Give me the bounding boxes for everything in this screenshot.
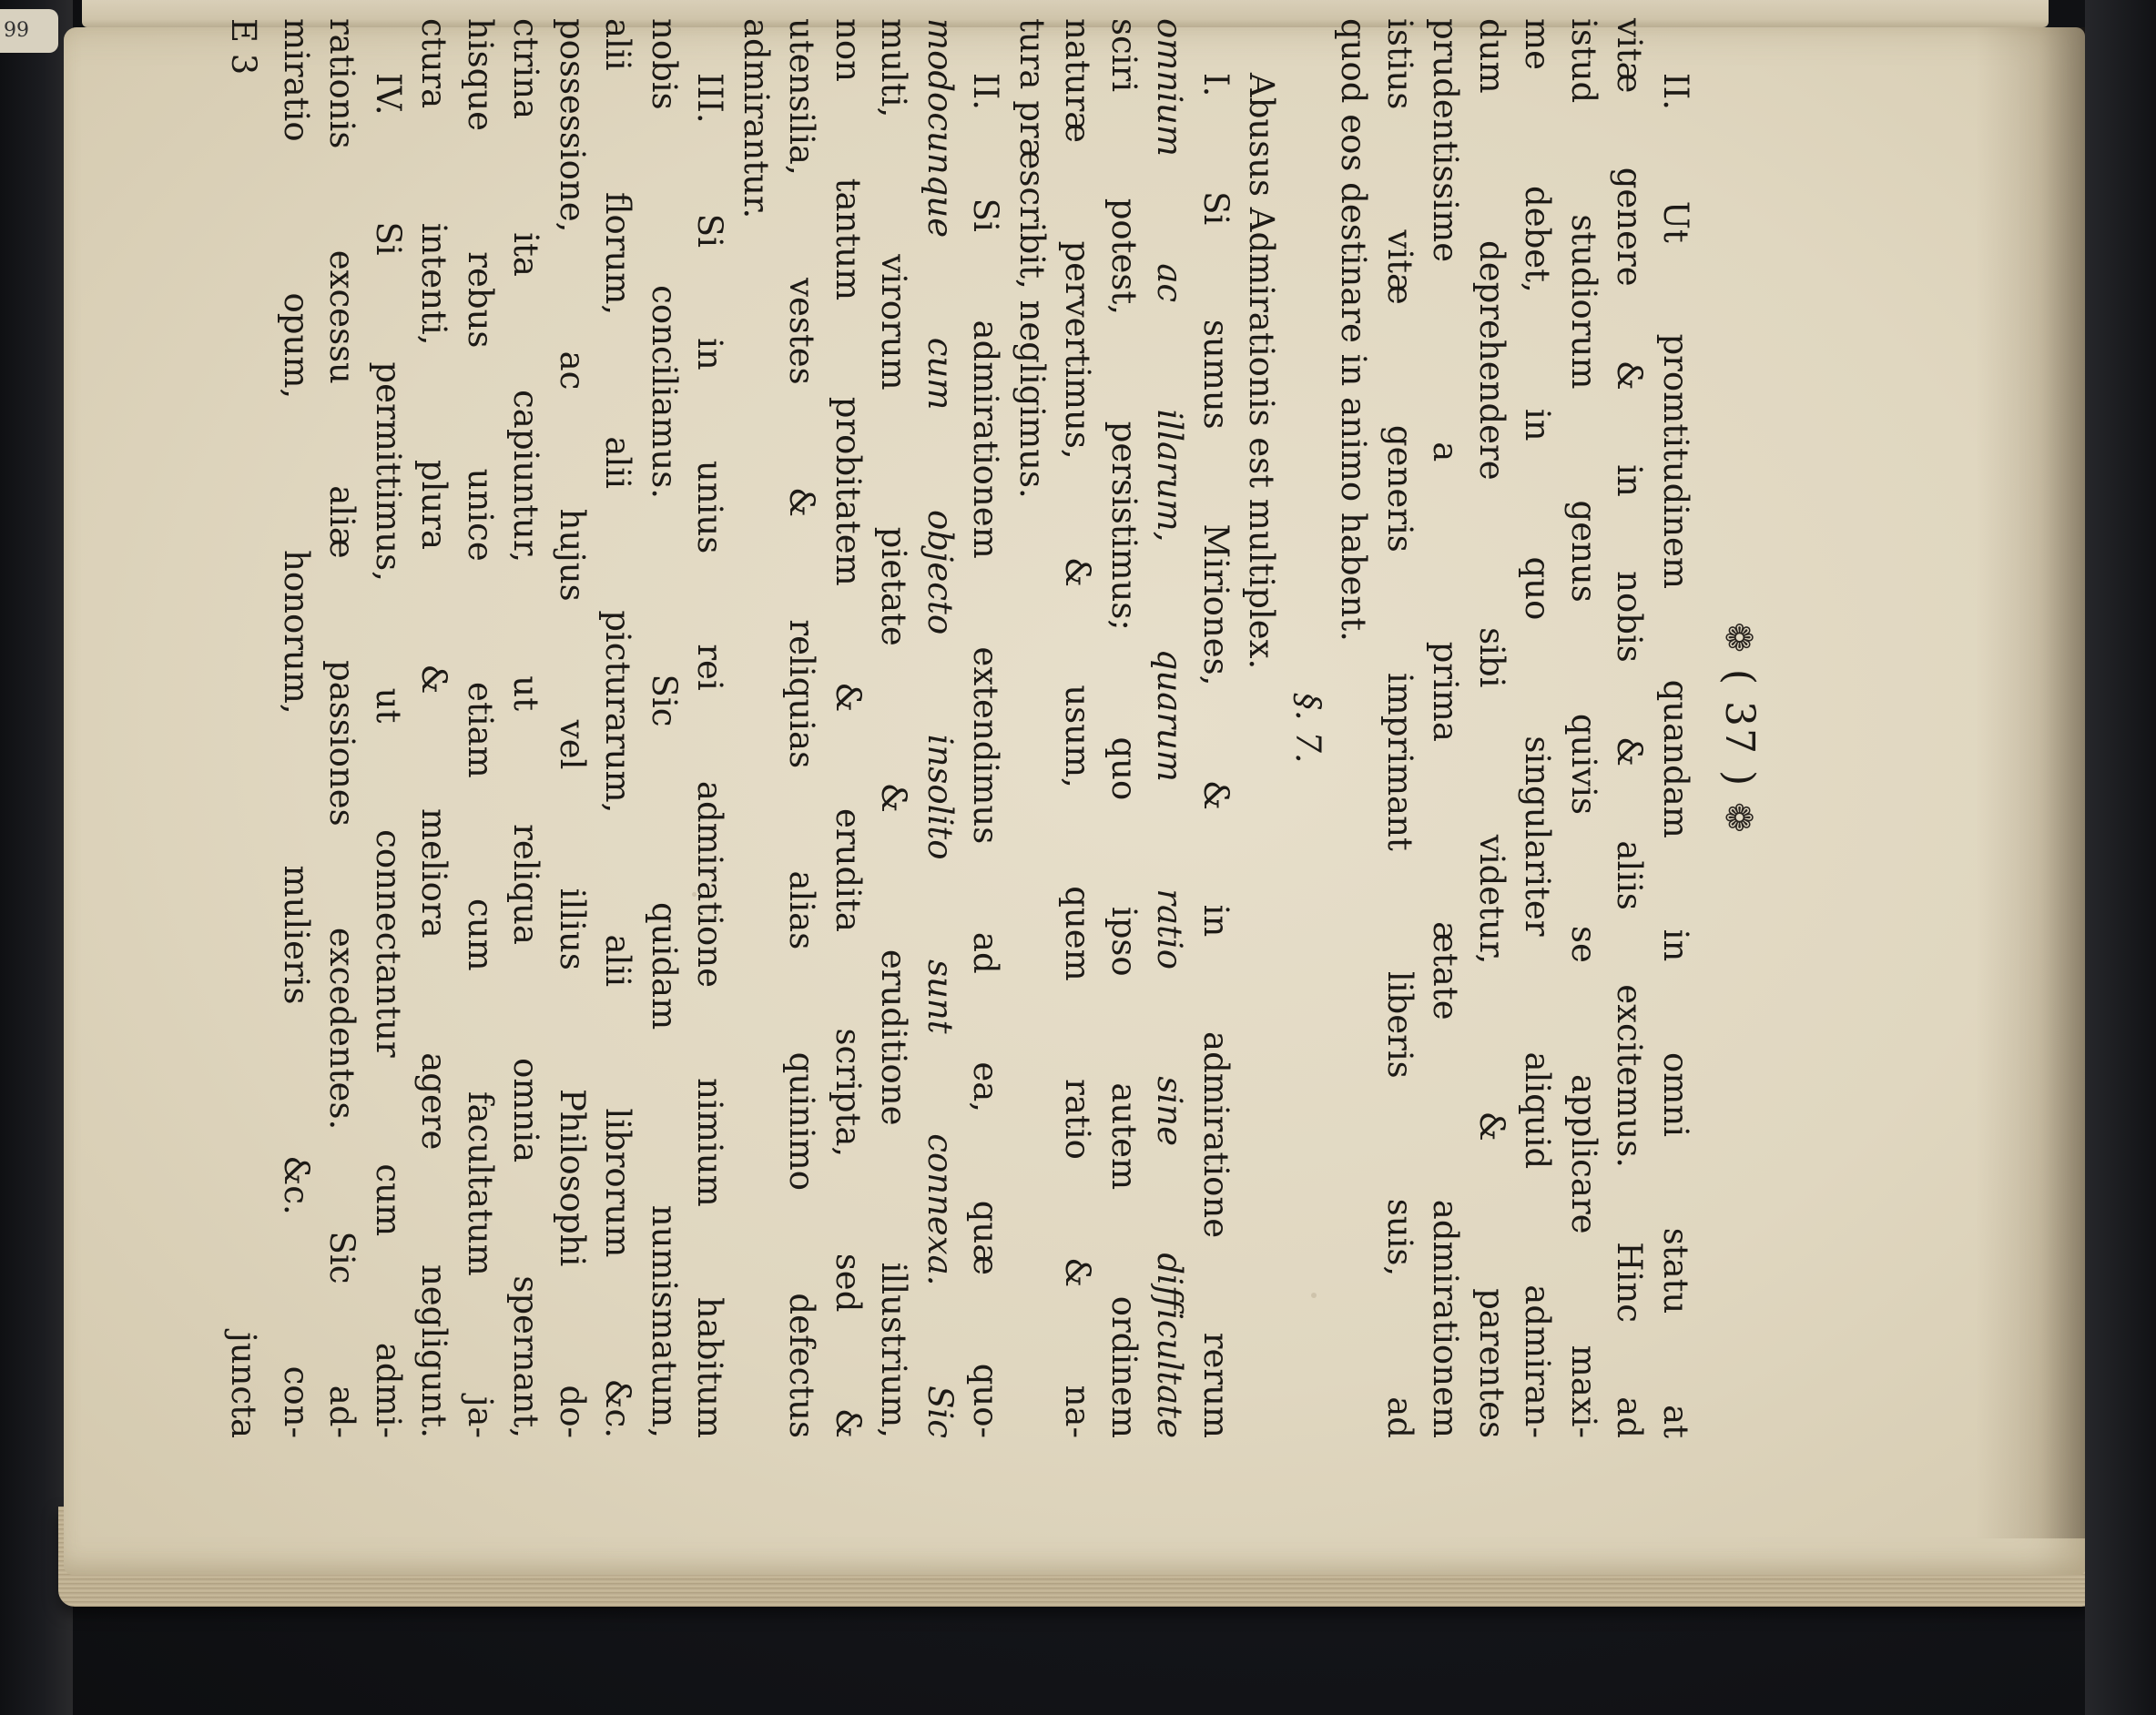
text-line: me debet, in quo singulariter aliquid admiran- [1518,18,1558,1438]
left-cover-edge [0,0,73,1715]
text-line: Abusus Admirationis est multiplex. [1242,73,1282,670]
text-line: possessione, ac hujus vel illius Philosophi do- [553,18,592,1438]
text-line: prudentissime a prima ætate admirationem [1426,18,1466,1438]
text-line: vitæ genere & in nobis & aliis excitemus. Hinc ad [1610,18,1650,1438]
text-line: II. Si admirationem extendimus ad ea, quæ quo- [966,73,1006,1438]
text-line: non tantum probitatem & erudita scripta, sed & [829,18,868,1438]
page-text-block [224,18,1766,1438]
text-line: II. Ut promtitudinem quandam in omni statu at [1656,73,1695,1438]
gutter-shadow [1976,27,2085,1538]
text-line: §. 7. [1288,693,1327,764]
page-header [1711,18,1766,1438]
text-line: ctura intenti, plura & meliora agere negligunt. [414,18,454,1438]
catchword: juncta [224,1332,264,1438]
text-line: rationis excessu aliæ passiones excedentes. Sic ad- [322,18,362,1438]
text-line: modocunque cum objecto insolito sunt connexa. Sic [920,18,960,1438]
text-line: admirantur. [737,18,776,219]
text-line: ctrina ita capiuntur, ut reliqua omnia spernant, [506,18,546,1438]
text-line: alii florum, alii picturarum, alii librorum &c. [598,18,638,1438]
text-line: utensilia, vestes & reliquias alias quinimo defectus [782,18,822,1438]
text-line: istud studiorum genus quivis se applicare maxi- [1564,18,1603,1438]
flower-ornament-icon: ❁ [1717,622,1759,655]
text-line: sciri potest, persistimus; quo ipso autem ordinem [1104,18,1144,1438]
corner-tab: 99 [0,9,58,53]
text-line: dum deprehendere sibi videtur, & parentes [1472,18,1511,1438]
text-line: nobis conciliamus. Sic quidam numismatum, [645,18,684,1438]
page-number: ( 37 ) [1716,668,1763,788]
text-line: multi, virorum pietate & eruditione illustrium, [874,18,914,1438]
text-line: istius vitæ generis imprimant liberis suis, ad [1380,18,1419,1438]
text-line: quod eos destinare in animo habent. [1334,18,1374,642]
spine-shadow [2085,0,2156,1715]
text-line: IV. Si permittimus, ut connectantur cum admi- [369,73,408,1438]
text-lines [273,18,1699,1438]
text-line: miratio opum, honorum, mulieris &c. con- [277,18,316,1438]
flower-ornament-icon: ❁ [1717,802,1759,835]
text-line: naturæ pervertimus, & usum, quem ratio & na- [1058,18,1098,1438]
text-line: omnium ac illarum, quarum ratio sine difficultate [1150,18,1190,1438]
text-line: tura præscribit, negligimus. [1012,18,1052,499]
signature-mark: E 3 [224,18,264,76]
text-line: III. Si in unius rei admiratione nimium habitum [690,73,730,1438]
text-line: hisque rebus unice etiam cum facultatum ja- [461,18,500,1438]
text-line: I. Si sumus Miriones, & in admiratione rerum [1196,73,1236,1438]
page-footer [220,18,268,1438]
